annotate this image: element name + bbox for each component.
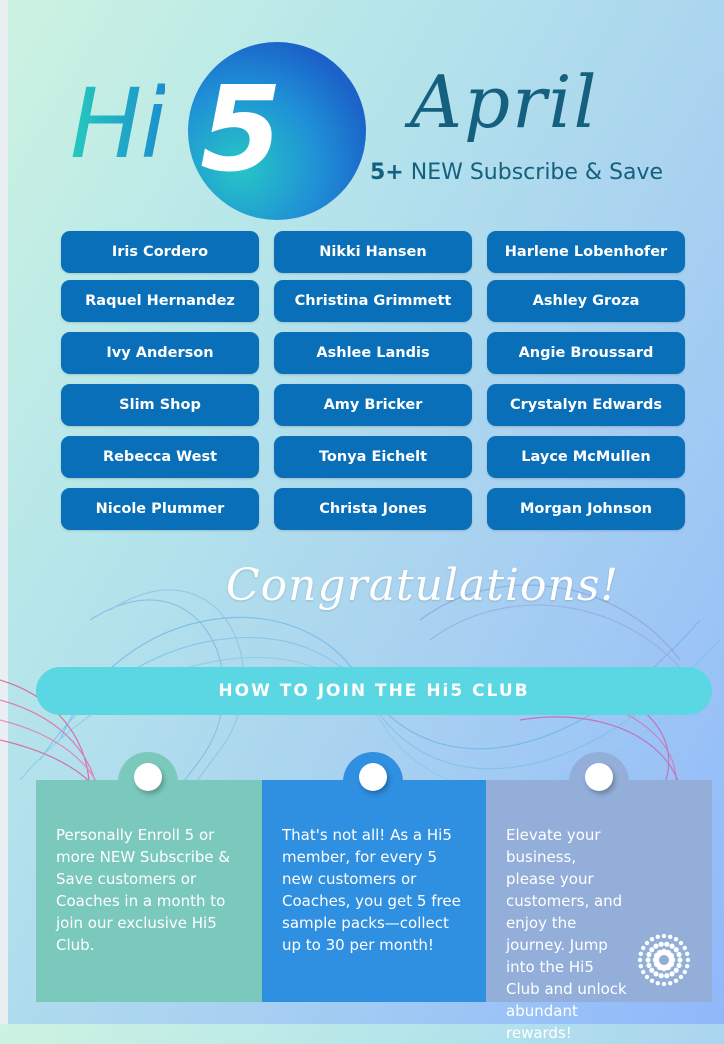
name-pill: Amy Bricker xyxy=(274,384,472,426)
subtitle xyxy=(370,160,690,185)
name-pill: Tonya Eichelt xyxy=(274,436,472,478)
name-pill: Ashlee Landis xyxy=(274,332,472,374)
info-card-enroll xyxy=(36,780,262,1002)
subtitle-bold: 5+ xyxy=(370,160,404,185)
month-title: April xyxy=(410,60,599,144)
pin-icon xyxy=(359,763,387,791)
card-text: Personally Enroll 5 or more NEW Subscribe & Save customers or Coaches in a month to join our exclusive Hi5 Club. xyxy=(56,826,231,954)
name-pill: Christa Jones xyxy=(274,488,472,530)
logo-five-text: 5 xyxy=(200,60,283,198)
pin-icon xyxy=(134,763,162,791)
card-text: That's not all! As a Hi5 member, for every 5 new customers or Coaches, you get 5 free sample packs—collect up to 30 per month! xyxy=(282,826,461,954)
name-pill: Layce McMullen xyxy=(487,436,685,478)
name-pill: Ivy Anderson xyxy=(61,332,259,374)
logo-hi-text: Hi xyxy=(70,68,165,180)
name-pill: Raquel Hernandez xyxy=(61,280,259,322)
congratulations-text: Congratulations! xyxy=(226,560,620,611)
name-pill: Morgan Johnson xyxy=(487,488,685,530)
name-pill: Crystalyn Edwards xyxy=(487,384,685,426)
name-pill: Ashley Groza xyxy=(487,280,685,322)
name-pill: Angie Broussard xyxy=(487,332,685,374)
name-pill: Rebecca West xyxy=(61,436,259,478)
pin-icon xyxy=(585,763,613,791)
card-text: Elevate your business, please your customers, and enjoy the journey. Jump into the Hi5 Club and unlock abundant rewards! xyxy=(506,826,627,1042)
name-pill: Iris Cordero xyxy=(61,231,259,273)
how-to-join-banner: HOW TO JOIN THE Hi5 CLUB xyxy=(36,667,712,715)
dot-burst-icon xyxy=(634,930,694,990)
info-card-rewards xyxy=(262,780,486,1002)
name-pill: Nicole Plummer xyxy=(61,488,259,530)
subtitle-text: NEW Subscribe & Save xyxy=(403,160,664,185)
name-pill: Nikki Hansen xyxy=(274,231,472,273)
name-pill: Slim Shop xyxy=(61,384,259,426)
hi5-logo xyxy=(70,30,340,220)
name-pill: Harlene Lobenhofer xyxy=(487,231,685,273)
name-pill: Christina Grimmett xyxy=(274,280,472,322)
